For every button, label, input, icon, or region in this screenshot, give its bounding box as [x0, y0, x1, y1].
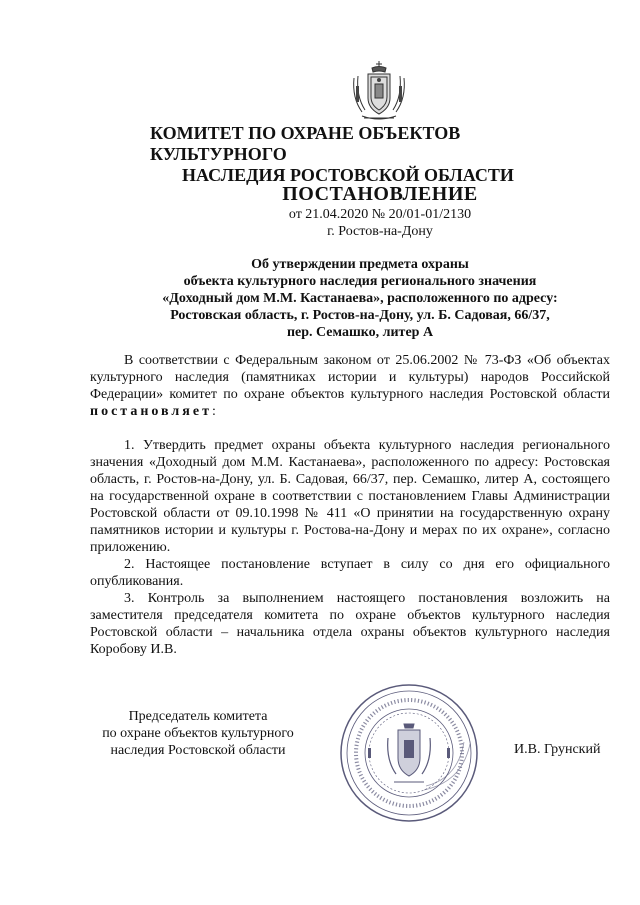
document-subject [120, 256, 600, 341]
document-city: г. Ростов-на-Дону [327, 224, 433, 239]
subject-line-5: пер. Семашко, литер А [286, 325, 434, 340]
signer-name: И.В. Грунский [514, 742, 601, 757]
item-2: 2. Настоящее постановление вступает в силу со дня его официального опубликования. [90, 557, 610, 589]
document-number: от 21.04.2020 № 20/01-01/2130 [288, 207, 472, 222]
document-body [90, 352, 610, 658]
subject-line-1: Об утверждении предмета охраны [251, 257, 469, 272]
subject-line-3: «Доходный дом М.М. Кастанаева», расположенного по адресу: [162, 291, 558, 306]
official-seal-icon [338, 682, 480, 824]
coat-of-arms-icon [348, 58, 410, 124]
item-3: 3. Контроль за выполнением настоящего постановления возложить на заместителя председателя комитета по охране объектов культурного наследия Ростовской области – начальника отдела охраны объектов культурного наследия Коробову И.В. [90, 591, 610, 657]
subject-line-4: Ростовская область, г. Ростов-на-Дону, ул. Б. Садовая, 66/37, [170, 308, 550, 323]
signatory-title-line-3: наследия Ростовской области [110, 743, 286, 758]
signatory-title-line-2: по охране объектов культурного [102, 726, 294, 741]
signatory-title [90, 708, 306, 759]
preamble-paragraph [90, 352, 610, 420]
preamble-emphasis: постановляет [90, 404, 212, 419]
preamble-end: : [211, 404, 216, 419]
subject-line-2: объекта культурного наследия регионального значения [183, 274, 537, 289]
document-type: ПОСТАНОВЛЕНИЕ [282, 183, 478, 205]
item-1: 1. Утвердить предмет охраны объекта культурного наследия регионального значения «Доходный дом М.М. Кастанаева», расположенного по адресу: Ростовская область, г. Ростов-на-Дону, ул. Б. Садовая, 66/37, пер. Семашко, литер А, состоящего на государственной охране в соответствии с постановлением Главы Администрации Ростовской области от 09.10.1998 № 411 «О принятии на государственную охрану памятников истории и культуры г. Ростова-на-Дону и мерах по их охране», согласно приложению. [90, 438, 610, 555]
preamble-text: В соответствии с Федеральным законом от 25.06.2002 № 73-ФЗ «Об объектах культурного наследия (памятниках истории и культуры) народов Российской Федерации» комитет по охране объектов культурного наследия Ростовской области [90, 353, 610, 402]
signatory-title-line-1: Председатель комитета [128, 709, 268, 724]
committee-line-1: КОМИТЕТ ПО ОХРАНЕ ОБЪЕКТОВ КУЛЬТУРНОГО [150, 123, 461, 164]
committee-line-2: НАСЛЕДИЯ РОСТОВСКОЙ ОБЛАСТИ [182, 165, 514, 185]
committee-name [150, 123, 590, 186]
